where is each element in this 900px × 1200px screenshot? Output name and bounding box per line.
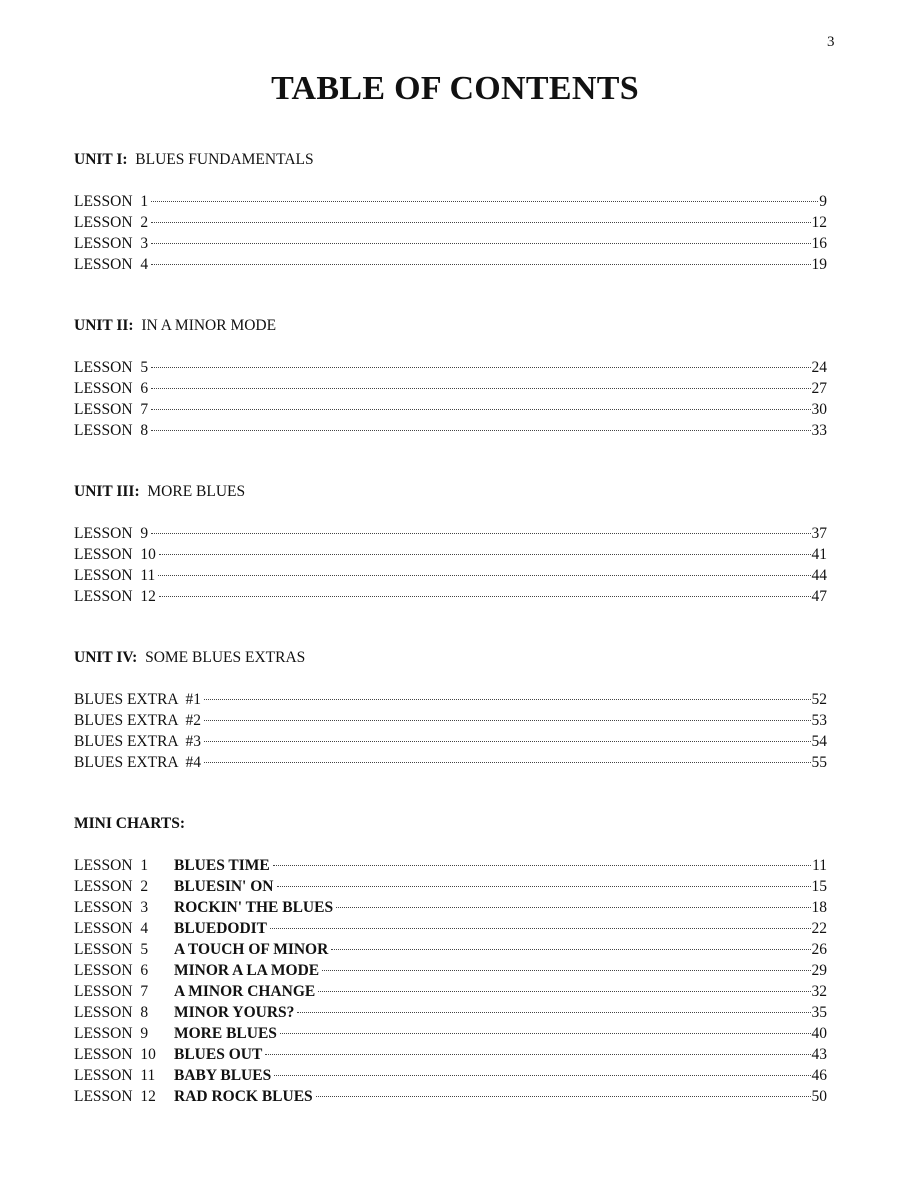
mini-chart-title: BLUEDODIT xyxy=(174,920,268,937)
mini-chart-entry[interactable] xyxy=(74,981,827,1002)
entry-page: 52 xyxy=(811,691,827,708)
dot-leader xyxy=(297,1012,810,1013)
mini-chart-title: MINOR YOURS? xyxy=(174,1004,295,1021)
mini-chart-page: 29 xyxy=(811,962,827,979)
toc-entry[interactable] xyxy=(74,212,827,233)
mini-chart-entry[interactable] xyxy=(74,897,827,918)
mini-chart-title: MINOR A LA MODE xyxy=(174,962,320,979)
toc-entry[interactable] xyxy=(74,378,827,399)
unit-name: BLUES FUNDAMENTALS xyxy=(135,151,314,168)
entry-label: LESSON 2 xyxy=(74,214,149,231)
mini-chart-lesson: LESSON 2 xyxy=(74,878,149,895)
page-number: 3 xyxy=(827,34,835,50)
toc-entry[interactable] xyxy=(74,586,827,607)
dot-leader xyxy=(331,949,810,950)
entry-label: LESSON 7 xyxy=(74,401,149,418)
dot-leader xyxy=(151,201,818,202)
mini-chart-entry[interactable] xyxy=(74,918,827,939)
dot-leader xyxy=(270,928,810,929)
entry-page: 53 xyxy=(811,712,827,729)
unit-heading xyxy=(74,481,827,503)
entry-page: 12 xyxy=(811,214,827,231)
mini-chart-title: A TOUCH OF MINOR xyxy=(174,941,329,958)
mini-chart-lesson: LESSON 11 xyxy=(74,1067,156,1084)
unit-3-section xyxy=(74,481,827,607)
unit-label: UNIT I: xyxy=(74,151,128,168)
mini-chart-page: 18 xyxy=(811,899,827,916)
unit-name: SOME BLUES EXTRAS xyxy=(145,649,306,666)
mini-chart-title: BABY BLUES xyxy=(174,1067,272,1084)
dot-leader xyxy=(151,388,810,389)
mini-chart-page: 43 xyxy=(811,1046,827,1063)
unit-label: UNIT IV: xyxy=(74,649,138,666)
entry-label: LESSON 9 xyxy=(74,525,149,542)
unit-4-section xyxy=(74,647,827,773)
entry-page: 41 xyxy=(811,546,827,563)
mini-chart-title: RAD ROCK BLUES xyxy=(174,1088,313,1105)
mini-chart-page: 32 xyxy=(811,983,827,1000)
toc-entry[interactable] xyxy=(74,523,827,544)
mini-chart-page: 22 xyxy=(811,920,827,937)
dot-leader xyxy=(265,1054,810,1055)
dot-leader xyxy=(151,222,810,223)
entry-page: 33 xyxy=(811,422,827,439)
mini-chart-lesson: LESSON 12 xyxy=(74,1088,156,1105)
dot-leader xyxy=(336,907,810,908)
dot-leader xyxy=(204,720,810,721)
toc-content xyxy=(74,149,827,1147)
mini-chart-entry[interactable] xyxy=(74,876,827,897)
toc-entry[interactable] xyxy=(74,752,827,773)
dot-leader xyxy=(151,409,810,410)
toc-entry[interactable] xyxy=(74,399,827,420)
mini-chart-entry[interactable] xyxy=(74,855,827,876)
mini-chart-entry[interactable] xyxy=(74,1023,827,1044)
dot-leader xyxy=(151,430,810,431)
dot-leader xyxy=(158,575,810,576)
entry-page: 44 xyxy=(811,567,827,584)
mini-chart-page: 35 xyxy=(811,1004,827,1021)
unit-name: IN A MINOR MODE xyxy=(141,317,277,334)
mini-chart-entry[interactable] xyxy=(74,1002,827,1023)
entry-label: LESSON 6 xyxy=(74,380,149,397)
mini-chart-page: 50 xyxy=(811,1088,827,1105)
dot-leader xyxy=(280,1033,811,1034)
entry-page: 9 xyxy=(819,193,827,210)
mini-chart-entry[interactable] xyxy=(74,939,827,960)
entry-label: LESSON 1 xyxy=(74,193,149,210)
dot-leader xyxy=(274,1075,810,1076)
mini-chart-page: 11 xyxy=(812,857,827,874)
entry-page: 55 xyxy=(811,754,827,771)
unit-1-section xyxy=(74,149,827,275)
dot-leader xyxy=(316,1096,811,1097)
toc-entry[interactable] xyxy=(74,544,827,565)
toc-entry[interactable] xyxy=(74,731,827,752)
dot-leader xyxy=(151,243,810,244)
mini-chart-lesson: LESSON 9 xyxy=(74,1025,149,1042)
mini-chart-entry[interactable] xyxy=(74,960,827,981)
entry-label: LESSON 8 xyxy=(74,422,149,439)
entry-label: LESSON 11 xyxy=(74,567,156,584)
mini-chart-lesson: LESSON 10 xyxy=(74,1046,156,1063)
dot-leader xyxy=(151,367,810,368)
dot-leader xyxy=(151,264,810,265)
dot-leader xyxy=(204,699,810,700)
mini-chart-entry[interactable] xyxy=(74,1086,827,1107)
dot-leader xyxy=(204,741,810,742)
mini-chart-lesson: LESSON 7 xyxy=(74,983,149,1000)
entry-label: BLUES EXTRA #3 xyxy=(74,733,202,750)
mini-chart-lesson: LESSON 1 xyxy=(74,857,149,874)
mini-chart-title: BLUESIN' ON xyxy=(174,878,274,895)
entry-page: 19 xyxy=(811,256,827,273)
mini-chart-lesson: LESSON 6 xyxy=(74,962,149,979)
dot-leader xyxy=(204,762,810,763)
mini-chart-title: ROCKIN' THE BLUES xyxy=(174,899,334,916)
entry-label: BLUES EXTRA #1 xyxy=(74,691,202,708)
toc-entry[interactable] xyxy=(74,233,827,254)
dot-leader xyxy=(318,991,810,992)
mini-chart-title: A MINOR CHANGE xyxy=(174,983,316,1000)
unit-label: UNIT II: xyxy=(74,317,134,334)
mini-chart-entry[interactable] xyxy=(74,1065,827,1086)
mini-chart-page: 40 xyxy=(811,1025,827,1042)
entry-label: LESSON 4 xyxy=(74,256,149,273)
toc-entry[interactable] xyxy=(74,254,827,275)
unit-name: MORE BLUES xyxy=(147,483,246,500)
entry-page: 24 xyxy=(811,359,827,376)
toc-entry[interactable] xyxy=(74,710,827,731)
entry-label: BLUES EXTRA #4 xyxy=(74,754,202,771)
mini-chart-page: 46 xyxy=(811,1067,827,1084)
dot-leader xyxy=(273,865,811,866)
toc-entry[interactable] xyxy=(74,191,827,212)
entry-label: LESSON 12 xyxy=(74,588,156,605)
unit-heading xyxy=(74,647,827,669)
mini-chart-title: MORE BLUES xyxy=(174,1025,277,1042)
entry-label: LESSON 5 xyxy=(74,359,149,376)
mini-chart-page: 15 xyxy=(811,878,827,895)
entry-page: 30 xyxy=(811,401,827,418)
toc-entry[interactable] xyxy=(74,420,827,441)
mini-chart-page: 26 xyxy=(811,941,827,958)
unit-2-section xyxy=(74,315,827,441)
mini-chart-lesson: LESSON 5 xyxy=(74,941,149,958)
entry-page: 16 xyxy=(811,235,827,252)
entry-label: BLUES EXTRA #2 xyxy=(74,712,202,729)
entry-page: 37 xyxy=(811,525,827,542)
entry-page: 54 xyxy=(811,733,827,750)
unit-label: UNIT III: xyxy=(74,483,140,500)
mini-chart-lesson: LESSON 3 xyxy=(74,899,149,916)
toc-entry[interactable] xyxy=(74,689,827,710)
mini-chart-entry[interactable] xyxy=(74,1044,827,1065)
page-title: TABLE OF CONTENTS xyxy=(271,70,639,107)
toc-entry[interactable] xyxy=(74,565,827,586)
entry-page: 27 xyxy=(811,380,827,397)
mini-chart-title: BLUES TIME xyxy=(174,857,270,874)
mini-charts-heading: MINI CHARTS: xyxy=(74,815,185,832)
entry-label: LESSON 10 xyxy=(74,546,156,563)
dot-leader xyxy=(151,533,810,534)
dot-leader xyxy=(322,970,810,971)
entry-label: LESSON 3 xyxy=(74,235,149,252)
entry-page: 47 xyxy=(811,588,827,605)
dot-leader xyxy=(159,596,811,597)
mini-chart-lesson: LESSON 8 xyxy=(74,1004,149,1021)
unit-heading xyxy=(74,149,827,171)
mini-chart-lesson: LESSON 4 xyxy=(74,920,149,937)
mini-charts-section xyxy=(74,813,827,1107)
dot-leader xyxy=(277,886,811,887)
toc-entry[interactable] xyxy=(74,357,827,378)
unit-heading xyxy=(74,315,827,337)
mini-chart-title: BLUES OUT xyxy=(174,1046,263,1063)
dot-leader xyxy=(159,554,811,555)
